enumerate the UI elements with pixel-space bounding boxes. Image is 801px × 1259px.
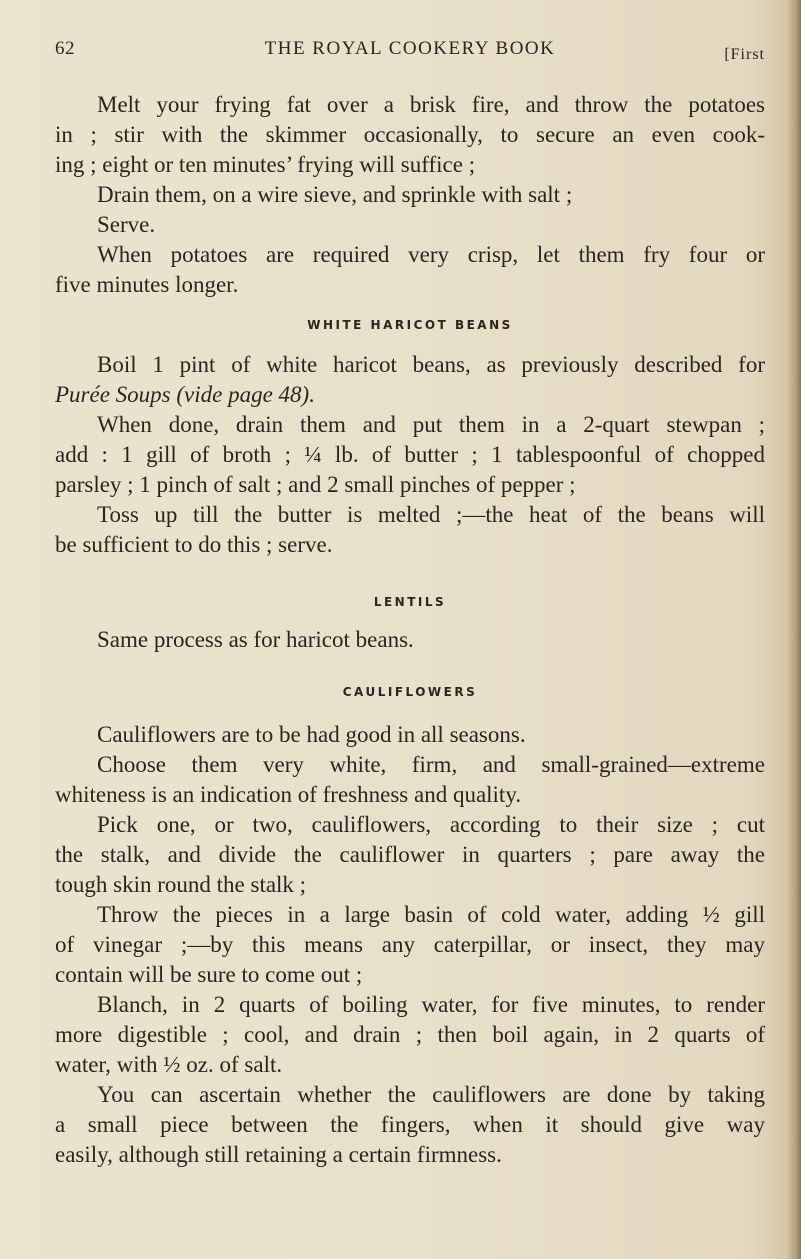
text-line: Same process as for haricot beans. — [97, 627, 414, 652]
text-line: Melt your frying fat over a brisk fire, and throw the potatoes — [97, 92, 765, 117]
text-line: easily, although still retaining a certain firmness. — [55, 1142, 502, 1167]
section-heading: LENTILS — [373, 595, 447, 609]
section-heading: WHITE HARICOT BEANS — [307, 318, 513, 332]
text-line: more digestible ; cool, and drain ; then boil again, in 2 quarts of — [55, 1022, 765, 1047]
text-line: parsley ; 1 pinch of salt ; and 2 small pinches of pepper ; — [55, 472, 576, 497]
text-line: water, with ½ oz. of salt. — [55, 1052, 283, 1077]
text-line: Toss up till the butter is melted ;—the heat of the beans will — [97, 502, 765, 527]
text-line: in ; stir with the skimmer occasionally, to secure an even cook- — [55, 122, 765, 147]
text-line: tough skin round the stalk ; — [55, 872, 307, 897]
text-line: Purée Soups (vide page 48). — [55, 382, 315, 407]
text-line: whiteness is an indication of freshness and quality. — [55, 782, 522, 807]
text-line: ing ; eight or ten minutes’ frying will suffice ; — [55, 152, 476, 177]
text-line: a small piece between the fingers, when it should give way — [55, 1112, 765, 1137]
text-line: Drain them, on a wire sieve, and sprinkle with salt ; — [97, 182, 573, 207]
text-line: Cauliflowers are to be had good in all seasons. — [97, 722, 526, 747]
text-line: You can ascertain whether the cauliflowers are done by taking — [97, 1082, 765, 1107]
text-line: Pick one, or two, cauliflowers, according to their size ; cut — [97, 812, 765, 837]
running-header — [55, 38, 765, 68]
text-line: Choose them very white, firm, and small-grained—extreme — [97, 752, 765, 777]
section-heading: CAULIFLOWERS — [342, 685, 478, 699]
text-line: Blanch, in 2 quarts of boiling water, for five minutes, to render — [97, 992, 765, 1017]
text-line: be sufficient to do this ; serve. — [55, 532, 333, 557]
text-line: the stalk, and divide the cauliflower in quarters ; pare away the — [55, 842, 765, 867]
text-line: When potatoes are required very crisp, let them fry four or — [97, 242, 765, 267]
text-line: contain will be sure to come out ; — [55, 962, 363, 987]
running-title: THE ROYAL COOKERY BOOK — [264, 38, 556, 59]
section-marker: [First — [724, 46, 765, 63]
text-line: Serve. — [97, 212, 156, 237]
text-line: Throw the pieces in a large basin of cold water, adding ½ gill — [97, 902, 765, 927]
text-line: of vinegar ;—by this means any caterpillar, or insect, they may — [55, 932, 765, 957]
text-line: When done, drain them and put them in a 2-quart stewpan ; — [97, 412, 765, 437]
text-line: five minutes longer. — [55, 272, 239, 297]
text-line: Boil 1 pint of white haricot beans, as previously described for — [97, 352, 765, 377]
page-number: 62 — [55, 38, 75, 59]
text-line: add : 1 gill of broth ; ¼ lb. of butter ; 1 tablespoonful of chopped — [55, 442, 765, 467]
